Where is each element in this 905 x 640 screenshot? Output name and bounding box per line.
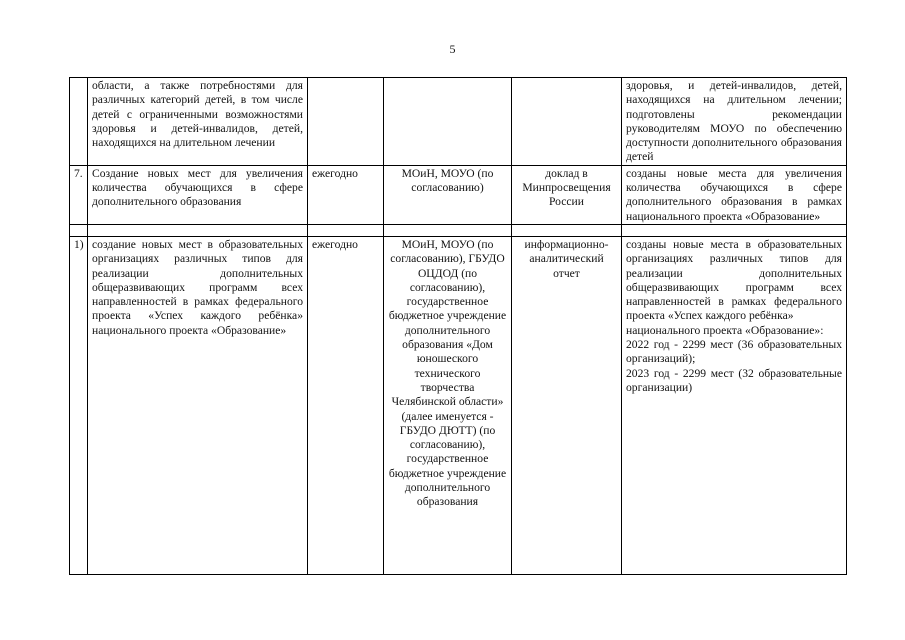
row-number (70, 78, 88, 166)
row-name: Создание новых мест для увеличения количества обучающихся в сфере дополнительного образования (88, 165, 308, 224)
row-result: созданы новые места для увеличения количества обучающихся в сфере дополнительного образования в рамках национального проекта «Образование» (622, 165, 847, 224)
row-document: информационно-аналитический отчет (512, 236, 622, 574)
table-row (70, 165, 847, 224)
result-line: национального проекта «Образование»: (626, 323, 824, 337)
row-number: 7. (70, 165, 88, 224)
table-row (70, 236, 847, 574)
result-line: 2023 год - 2299 мест (32 образовательные организации) (626, 366, 842, 394)
row-document: доклад в Минпросвещения России (512, 165, 622, 224)
table-row (70, 78, 847, 166)
result-line: созданы новые места в образовательных организациях различных типов для реализации дополнительных общеразвивающих программ всех направленностей в рамках федерального проекта «Успех каждого ребёнка» (626, 237, 842, 323)
row-term: ежегодно (308, 236, 384, 574)
row-document (512, 78, 622, 166)
row-term: ежегодно (308, 165, 384, 224)
row-term (308, 78, 384, 166)
row-name: создание новых мест в образовательных организациях различных типов для реализации дополнительных общеразвивающих программ всех направленностей в рамках федерального проекта «Успех каждого ребёнка» национального проекта «Образование» (88, 236, 308, 574)
row-name: области, а также потребностями для различных категорий детей, в том числе детей с ограниченными возможностями здоровья и детей-инвалидов, детей, находящихся на длительном лечении (88, 78, 308, 166)
row-executors: МОиН, МОУО (по согласованию), ГБУДО ОЦДОД (по согласованию), государственное бюджетное учреждение дополнительного образования «Дом юношеского технического творчества Челябинской области» (далее именуется - ГБУДО ДЮТТ) (по согласованию), государственное бюджетное учреждение дополнительного образования (384, 236, 512, 574)
plan-table (69, 77, 847, 575)
result-line: 2022 год - 2299 мест (36 образовательных организаций); (626, 338, 842, 366)
page-number: 5 (449, 42, 456, 56)
row-result (622, 236, 847, 574)
row-number: 1) (70, 236, 88, 574)
spacer-row (70, 224, 847, 236)
row-executors: МОиН, МОУО (по согласованию) (384, 165, 512, 224)
row-result: здоровья, и детей-инвалидов, детей, находящихся на длительном лечении; подготовлены рекомендации руководителям МОУО по обеспечению доступности дополнительного образования детей (622, 78, 847, 166)
row-executors (384, 78, 512, 166)
